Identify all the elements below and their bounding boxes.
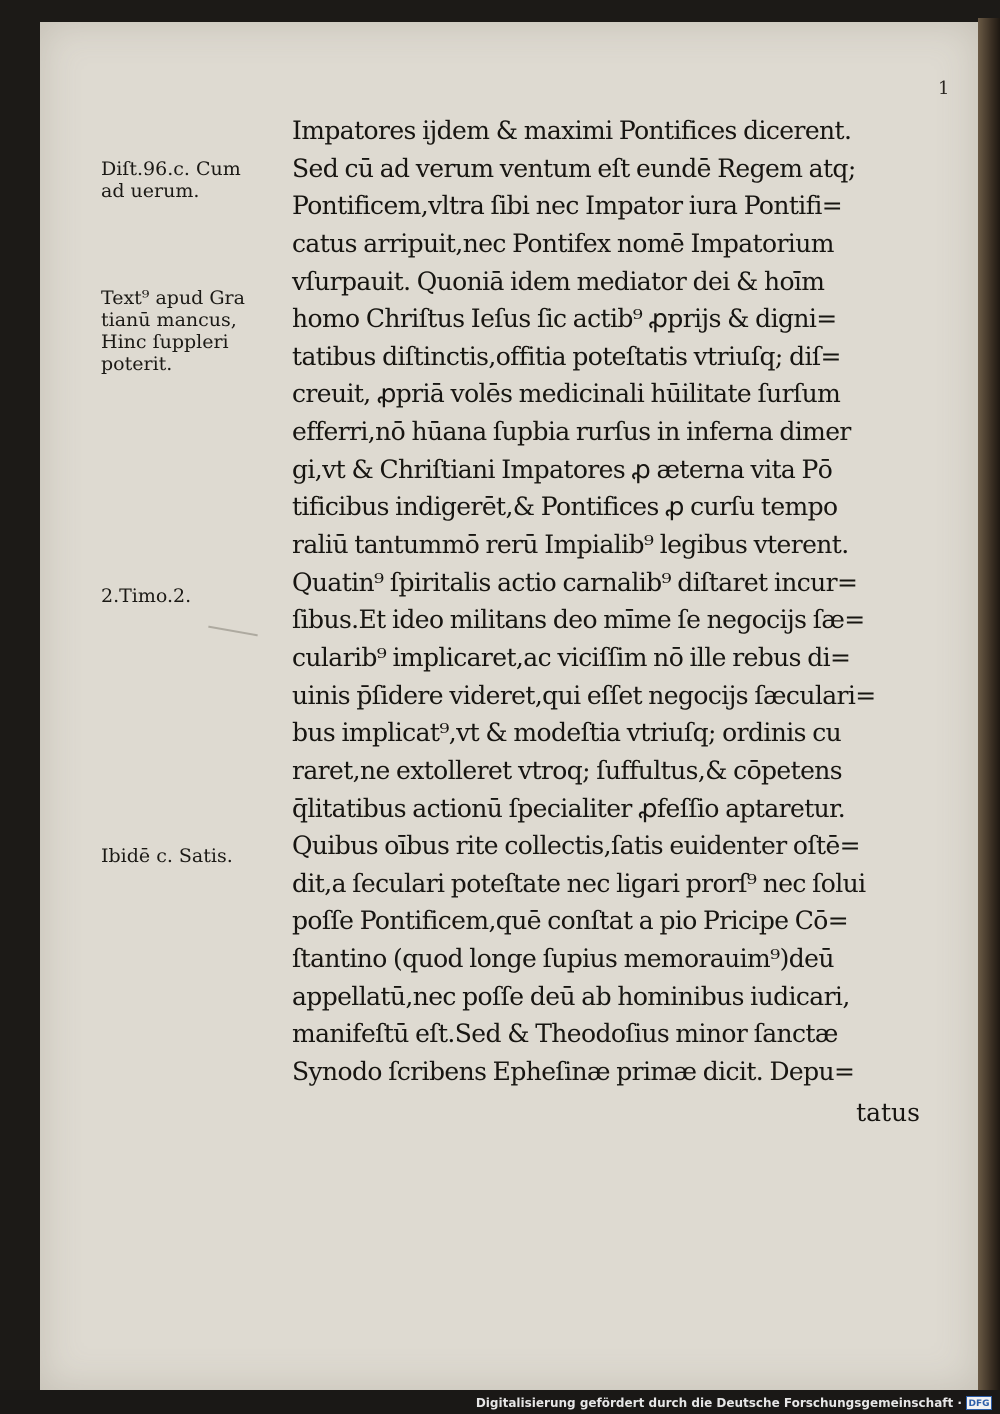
main-text-block [292, 112, 932, 1091]
footer-bar [0, 1390, 1000, 1414]
funding-credit: Digitalisierung gefördert durch die Deutsche Forschungsgemeinschaft · [475, 1396, 962, 1410]
text-line: catus arripuit,nec Pontifex nomē Impatorium [292, 228, 834, 258]
text-line: dit,a ſeculari poteſtate nec ligari prorſ⁹ nec ſolui [292, 868, 866, 898]
text-line: Quatin⁹ ſpiritalis actio carnalib⁹ diſtaret incur= [292, 567, 858, 597]
text-line: vſurpauit. Quoniā idem mediator dei & hoīm [292, 266, 825, 296]
text-line: creuit, ꝓpriā volēs medicinali hūilitate ſurſum [292, 379, 841, 409]
text-line: Sed cū ad verum ventum eſt eundē Regem atq; [292, 153, 856, 183]
text-line: Pontificem,vltra ſibi nec Impator iura Pontifi= [292, 191, 843, 221]
marginal-note-3: 2.Timo.2. [101, 585, 192, 607]
page-corner-mark: 1 [938, 78, 950, 99]
text-line: Impatores ijdem & maximi Pontifices dicerent. [292, 116, 852, 145]
text-line: ſibus.Et ideo militans deo mīme ſe negocijs ſæ= [292, 605, 865, 635]
text-line: appellatū,nec poſſe deū ab hominibus iudicari, [292, 981, 850, 1011]
text-line: efferri,nō hūana ſupbia rurſus in inferna dimer [292, 417, 851, 447]
text-line: tificibus indigerēt,& Pontifices ꝓ curſu tempo [292, 492, 838, 522]
text-line: poſſe Pontificem,quē conſtat a pio Pricipe Cō= [292, 906, 849, 936]
dfg-logo: DFG [966, 1396, 992, 1410]
text-line: manifeſtū eſt.Sed & Theodoſius minor ſanctæ [292, 1019, 838, 1049]
page-binding-edge [978, 18, 1000, 1394]
text-line: raliū tantummō rerū Impialib⁹ legibus vterent. [292, 530, 849, 560]
text-line: gi,vt & Chriſtiani Impatores ꝓ æterna vita Pō [292, 454, 833, 484]
marginal-note-4: Ibidē c. Satis. [101, 845, 233, 867]
text-line: raret,ne extolleret vtroq; ſuffultus,& cōpetens [292, 755, 843, 785]
text-line: tatibus diſtinctis,offitia poteſtatis vtriuſq; diſ= [292, 341, 841, 371]
marginal-note-1: Diſt.96.c. Cum ad uerum. [101, 158, 241, 202]
text-line: homo Chriſtus Ieſus ſic actib⁹ ꝓprijs & digni= [292, 304, 837, 334]
text-line: Quibus oībus rite collectis,ſatis euidenter oſtē= [292, 831, 860, 861]
marginal-note-2: Text⁹ apud Gra tianū mancus, Hinc ſuppleri poterit. [101, 287, 245, 375]
text-line: ſtantino (quod longe ſupius memorauim⁹)deū [292, 944, 834, 974]
text-line: bus implicat⁹,vt & modeſtia vtriuſq; ordinis cu [292, 718, 842, 748]
text-line: Synodo ſcribens Epheſinæ primæ dicit. Depu= [292, 1057, 855, 1087]
text-line: q̄litatibus actionū ſpecialiter ꝓfeſſio aptaretur. [292, 793, 846, 823]
text-line: cularib⁹ implicaret,ac viciſſim nō ille rebus di= [292, 642, 851, 672]
text-line: uinis p̄ſidere videret,qui eſſet negocijs ſæculari= [292, 680, 876, 710]
catchword: tatus [856, 1098, 920, 1127]
